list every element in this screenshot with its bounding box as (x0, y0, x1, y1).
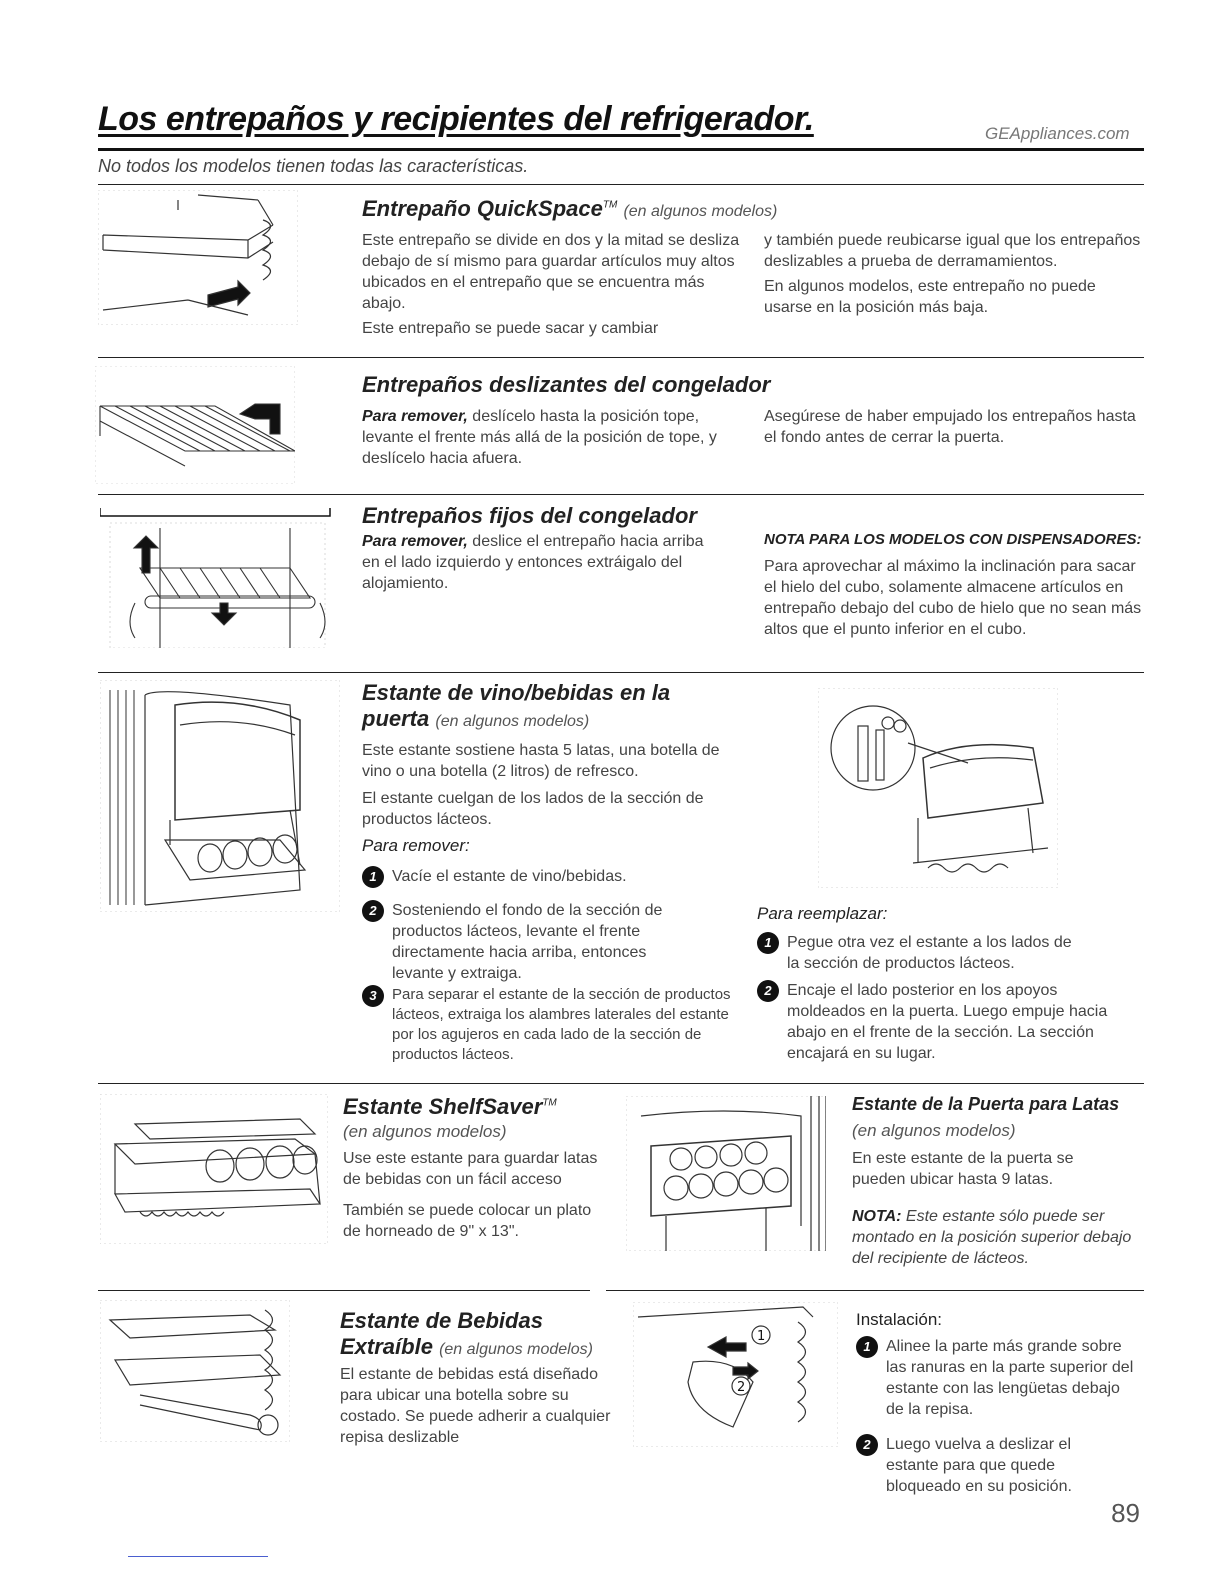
wine-replace-label: Para reemplazar: (757, 904, 888, 923)
section-divider (98, 184, 1144, 185)
freezer-slide-title: Entrepaños deslizantes del congelador (362, 372, 771, 397)
step-number-icon: 1 (856, 1336, 878, 1358)
section-divider (98, 494, 1144, 495)
step-number-icon: 1 (757, 932, 779, 954)
quickspace-col1: Este entrepaño se divide en dos y la mitad se desliza debajo de sí mismo para guardar artículos muy altos ubicados en el entrepaño que se encuentra más abajo. Este entrepaño se puede sacar y cambiar (362, 232, 740, 337)
shelfsaver-description: Use este estante para guardar latas de bebidas con un fácil acceso También se puede colocar un plato de horneado de 9" x 13". (343, 1150, 598, 1240)
freezer-slide-col1: Para remover, deslícelo hasta la posición tope, levante el frente más allá de la posición de tope, y deslícelo hacia afuera. (362, 408, 717, 467)
callout-2: 2 (737, 1380, 746, 1395)
install-label: Instalación: (856, 1310, 942, 1329)
freezer-fixed-shelf-illustration (100, 508, 332, 648)
shelfsaver-title: Estante ShelfSaver™ (343, 1094, 557, 1119)
freezer-slide-shelf-illustration (95, 366, 295, 484)
callout-1: 1 (757, 1329, 766, 1344)
wine-shelf-mount-illustration (818, 688, 1058, 888)
removable-drink-title-line2: Extraíble (en algunos modelos) (340, 1334, 593, 1359)
step-number-icon: 1 (362, 866, 384, 888)
site-url: GEAppliances.com (985, 124, 1130, 143)
step-number-icon: 3 (362, 985, 384, 1007)
freezer-slide-col2: Asegúrese de haber empujado los entrepaños hasta el fondo antes de cerrar la puerta. (764, 408, 1136, 446)
removable-drink-title-line1: Estante de Bebidas (340, 1308, 543, 1333)
wine-shelf-illustration (100, 680, 340, 912)
page-subtitle: No todos los modelos tienen todas las características. (98, 156, 529, 176)
section-divider (98, 1083, 1144, 1084)
removable-drink-description: El estante de bebidas está diseñado para ubicar una botella sobre su costado. Se puede adherir a cualquier repisa deslizable (340, 1366, 611, 1446)
step-number-icon: 2 (362, 900, 384, 922)
removable-drink-shelf-illustration (100, 1300, 290, 1442)
removable-drink-install-illustration (633, 1302, 838, 1447)
quickspace-col2: y también puede reubicarse igual que los entrepaños deslizables a prueba de derramamientos. En algunos modelos, este entrepaño no puede usarse en la posición más baja. (764, 232, 1141, 316)
shelfsaver-note: (en algunos modelos) (343, 1122, 507, 1141)
section-divider (98, 357, 1144, 358)
can-door-shelf-illustration (626, 1096, 826, 1251)
wine-remove-label: Para remover: (362, 836, 470, 855)
quickspace-title: Entrepaño QuickSpace™ (en algunos modelos) (362, 196, 778, 221)
page-title: Los entrepaños y recipientes del refrigerador. (98, 100, 814, 138)
step-number-icon: 2 (757, 980, 779, 1002)
footer-link-line (128, 1556, 268, 1557)
can-door-note: (en algunos modelos) (852, 1121, 1016, 1140)
can-door-title: Estante de la Puerta para Latas (852, 1094, 1120, 1114)
can-door-description: En este estante de la puerta se pueden ubicar hasta 9 latas. (852, 1150, 1074, 1188)
step-number-icon: 2 (856, 1434, 878, 1456)
shelfsaver-illustration (100, 1094, 328, 1244)
section-divider (98, 1290, 590, 1291)
quickspace-shelf-illustration (98, 190, 298, 325)
freezer-fixed-col1: Para remover, deslice el entrepaño hacia arriba en el lado izquierdo y entonces extráigalo del alojamiento. (362, 533, 704, 592)
dispenser-note-body: Para aprovechar al máximo la inclinación para sacar el hielo del cubo, solamente almacene artículos en entrepaño debajo del cubo de hielo que no sean más altos que el punto inferior en el cubo. (764, 558, 1142, 638)
freezer-fixed-title: Entrepaños fijos del congelador (362, 503, 697, 528)
page-number: 89 (1111, 1498, 1140, 1528)
section-divider (98, 672, 1144, 673)
wine-title-line2: puerta (en algunos modelos) (362, 706, 590, 731)
title-rule (98, 148, 1144, 151)
section-divider (606, 1290, 1144, 1291)
can-door-nota: NOTA: Este estante sólo puede ser montado en la posición superior debajo del recipiente de lácteos. (852, 1208, 1132, 1267)
wine-description: Este estante sostiene hasta 5 latas, una botella de vino o una botella (2 litros) de refresco. El estante cuelgan de los lados de la sección de productos lácteos. (362, 742, 720, 828)
wine-title-line1: Estante de vino/bebidas en la (362, 680, 671, 705)
dispenser-note-title: NOTA PARA LOS MODELOS CON DISPENSADORES: (764, 531, 1142, 548)
